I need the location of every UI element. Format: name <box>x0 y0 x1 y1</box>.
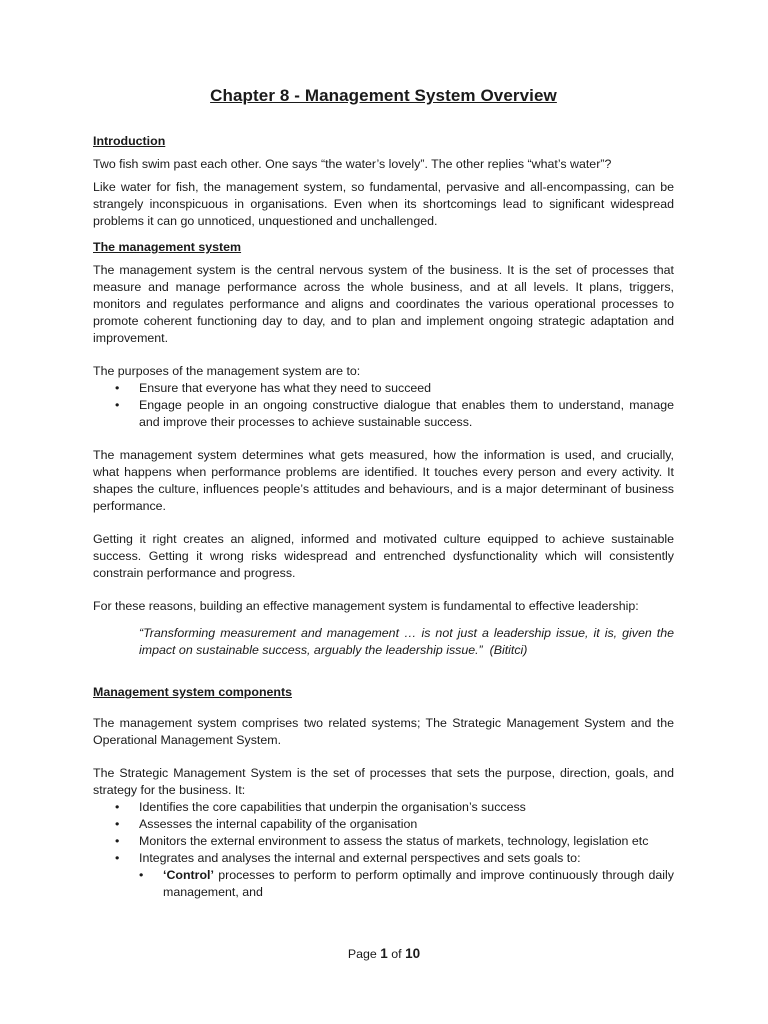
bullet-icon: • <box>115 381 120 395</box>
section-heading-management-system: The management system <box>93 240 242 254</box>
section-heading-introduction: Introduction <box>93 134 166 148</box>
bullet-icon: • <box>115 851 120 865</box>
list-item: • Integrates and analyses the internal and external perspectives and sets goals to: <box>115 851 581 865</box>
paragraph: The management system comprises two related systems; The Strategic Management System and the Operational Management System. <box>93 716 674 747</box>
paragraph: Like water for fish, the management system, so fundamental, pervasive and all-encompassing, can be strangely inconspicuous in organisations. Even when its shortcomings lead to significant widespread problems it can go unnoticed, unquestioned and unchallenged. <box>93 180 674 228</box>
list-item: • Monitors the external environment to assess the status of markets, technology, legislation etc <box>115 834 649 848</box>
list-item: • Ensure that everyone has what they need to succeed <box>115 381 432 395</box>
page-number: 1 <box>380 946 388 961</box>
page-title: Chapter 8 - Management System Overview <box>210 86 557 105</box>
paragraph: For these reasons, building an effective management system is fundamental to effective leadership: <box>93 599 639 613</box>
bullet-icon: • <box>139 868 144 882</box>
paragraph: The purposes of the management system are to: <box>93 364 361 378</box>
bullet-icon: • <box>115 817 120 831</box>
quote-citation: (Bititci) <box>489 643 528 657</box>
paragraph: The management system is the central nervous system of the business. It is the set of processes that measure and manage performance across the whole business, and at all levels. It plans, triggers, monitors and regulates performance and aligns and coordinates the various operational processes to promote coherent functioning day to day, and to plan and implement ongoing strategic adaptation and improvement. <box>93 263 674 345</box>
section-heading-components: Management system components <box>93 685 292 699</box>
paragraph: The management system determines what gets measured, how the information is used, and crucially, what happens when performance problems are identified. It touches every person and every activity. It shapes the culture, influences people’s attitudes and behaviours, and is a major determinant of business performance. <box>93 448 674 513</box>
list-item: • Identifies the core capabilities that underpin the organisation’s success <box>115 800 526 814</box>
strategic-capabilities-list <box>93 799 674 867</box>
paragraph: Two fish swim past each other. One says “the water’s lovely”. The other replies “what’s water”? <box>93 157 612 171</box>
page-footer: Page 1 of 10 <box>347 946 421 961</box>
purposes-list <box>93 380 674 431</box>
list-item: • ‘Control’ processes to perform to perform optimally and improve continuously through daily management, and <box>139 868 674 899</box>
bullet-icon: • <box>115 834 120 848</box>
page-total: 10 <box>405 946 421 961</box>
goals-sublist <box>93 867 674 901</box>
paragraph: The Strategic Management System is the set of processes that sets the purpose, direction, goals, and strategy for the business. It: <box>93 766 674 797</box>
block-quote: “Transforming measurement and management … is not just a leadership issue, it is, given the impact on sustainable success, arguably the leadership issue.” (Bititci) <box>139 626 674 657</box>
list-item: • Assesses the internal capability of the organisation <box>115 817 418 831</box>
bullet-icon: • <box>115 800 120 814</box>
document-page <box>93 86 674 901</box>
list-item: • Engage people in an ongoing constructive dialogue that enables them to understand, manage and improve their processes to achieve sustainable success. <box>115 398 674 429</box>
paragraph: Getting it right creates an aligned, informed and motivated culture equipped to achieve sustainable success. Getting it wrong risks widespread and entrenched dysfunctionality which will consistently constrain performance and progress. <box>93 532 674 580</box>
bullet-icon: • <box>115 398 120 412</box>
